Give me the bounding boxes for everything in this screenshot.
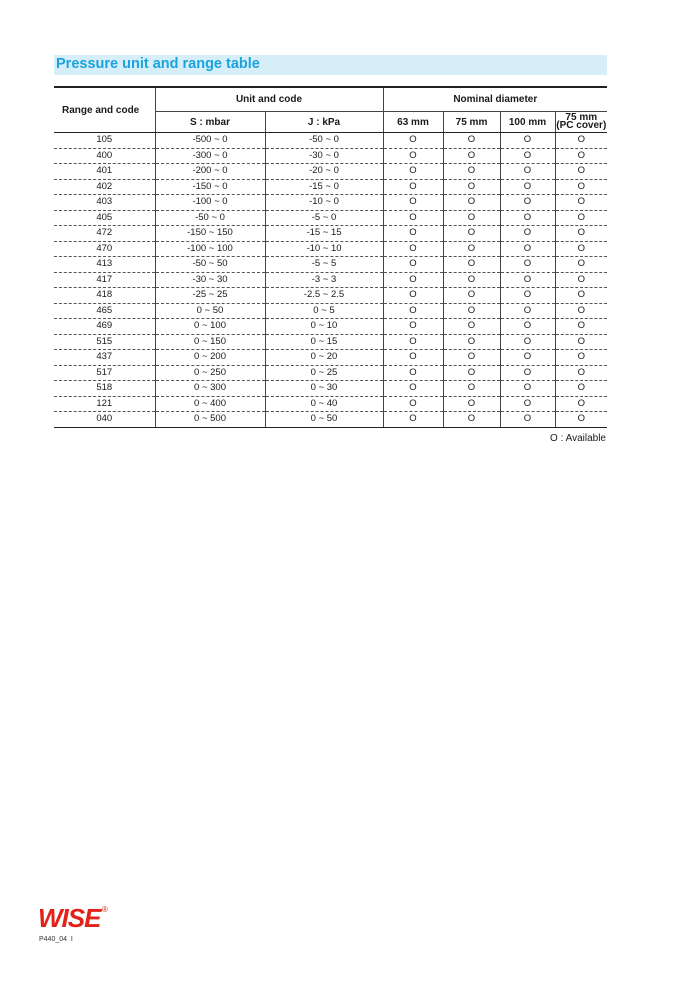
avail-75mm-cell: O	[443, 195, 500, 211]
avail-100mm-cell: O	[500, 257, 555, 273]
avail-63mm-cell: O	[383, 381, 443, 397]
mbar-range-cell: 0 ~ 400	[155, 396, 265, 412]
header-75mm-pc-line1: 75 mm	[565, 111, 598, 123]
mbar-range-cell: -150 ~ 150	[155, 226, 265, 242]
page-code: P440_04	[39, 936, 68, 943]
kpa-range-cell: 0 ~ 25	[265, 365, 383, 381]
kpa-range-cell: -5 ~ 5	[265, 257, 383, 273]
avail-63mm-cell: O	[383, 288, 443, 304]
header-75mm-pc-cover	[555, 112, 607, 133]
mbar-range-cell: -150 ~ 0	[155, 179, 265, 195]
header-unit-code: Unit and code	[155, 87, 383, 112]
avail-63mm-cell: O	[383, 319, 443, 335]
kpa-range-cell: -10 ~ 0	[265, 195, 383, 211]
header-range-code: Range and code	[54, 87, 155, 133]
header-75mm: 75 mm	[443, 112, 500, 133]
pressure-range-table	[54, 86, 607, 428]
table-row	[54, 381, 607, 397]
avail-75mm-pc-cell: O	[555, 257, 607, 273]
table-row	[54, 412, 607, 428]
avail-75mm-cell: O	[443, 303, 500, 319]
kpa-range-cell: -20 ~ 0	[265, 164, 383, 180]
avail-63mm-cell: O	[383, 272, 443, 288]
avail-75mm-pc-cell: O	[555, 148, 607, 164]
table-row	[54, 272, 607, 288]
svg-text:WISE: WISE	[38, 903, 101, 931]
range-code-cell: 465	[54, 303, 155, 319]
kpa-range-cell: -30 ~ 0	[265, 148, 383, 164]
avail-75mm-pc-cell: O	[555, 210, 607, 226]
mbar-range-cell: -100 ~ 100	[155, 241, 265, 257]
avail-63mm-cell: O	[383, 179, 443, 195]
avail-75mm-cell: O	[443, 164, 500, 180]
avail-100mm-cell: O	[500, 412, 555, 428]
header-75mm-pc-line2: (PC cover)	[556, 120, 607, 131]
range-code-cell: 121	[54, 396, 155, 412]
avail-63mm-cell: O	[383, 226, 443, 242]
range-code-cell: 515	[54, 334, 155, 350]
avail-100mm-cell: O	[500, 396, 555, 412]
avail-100mm-cell: O	[500, 288, 555, 304]
kpa-range-cell: -5 ~ 0	[265, 210, 383, 226]
avail-100mm-cell: O	[500, 133, 555, 149]
mbar-range-cell: -50 ~ 50	[155, 257, 265, 273]
table-row	[54, 133, 607, 149]
kpa-range-cell: 0 ~ 30	[265, 381, 383, 397]
table-row	[54, 303, 607, 319]
mbar-range-cell: -25 ~ 25	[155, 288, 265, 304]
kpa-range-cell: 0 ~ 20	[265, 350, 383, 366]
wise-logo	[37, 903, 109, 936]
avail-100mm-cell: O	[500, 148, 555, 164]
mbar-range-cell: -100 ~ 0	[155, 195, 265, 211]
range-code-cell: 469	[54, 319, 155, 335]
avail-100mm-cell: O	[500, 350, 555, 366]
kpa-range-cell: 0 ~ 10	[265, 319, 383, 335]
avail-75mm-pc-cell: O	[555, 288, 607, 304]
avail-100mm-cell: O	[500, 303, 555, 319]
avail-100mm-cell: O	[500, 381, 555, 397]
avail-100mm-cell: O	[500, 365, 555, 381]
range-code-cell: 417	[54, 272, 155, 288]
range-code-cell: 403	[54, 195, 155, 211]
avail-63mm-cell: O	[383, 350, 443, 366]
avail-63mm-cell: O	[383, 133, 443, 149]
mbar-range-cell: -200 ~ 0	[155, 164, 265, 180]
kpa-range-cell: -10 ~ 10	[265, 241, 383, 257]
avail-75mm-pc-cell: O	[555, 396, 607, 412]
avail-75mm-cell: O	[443, 210, 500, 226]
avail-63mm-cell: O	[383, 164, 443, 180]
mbar-range-cell: 0 ~ 300	[155, 381, 265, 397]
avail-75mm-cell: O	[443, 257, 500, 273]
avail-75mm-cell: O	[443, 179, 500, 195]
range-code-cell: 401	[54, 164, 155, 180]
range-code-cell: 472	[54, 226, 155, 242]
header-63mm: 63 mm	[383, 112, 443, 133]
footer-separator: I	[70, 936, 73, 943]
table-row	[54, 226, 607, 242]
avail-100mm-cell: O	[500, 241, 555, 257]
kpa-range-cell: 0 ~ 5	[265, 303, 383, 319]
avail-75mm-cell: O	[443, 241, 500, 257]
kpa-range-cell: -2.5 ~ 2.5	[265, 288, 383, 304]
header-100mm: 100 mm	[500, 112, 555, 133]
mbar-range-cell: 0 ~ 250	[155, 365, 265, 381]
range-code-cell: 405	[54, 210, 155, 226]
avail-100mm-cell: O	[500, 272, 555, 288]
avail-75mm-pc-cell: O	[555, 241, 607, 257]
avail-75mm-cell: O	[443, 226, 500, 242]
mbar-range-cell: 0 ~ 100	[155, 319, 265, 335]
range-code-cell: 105	[54, 133, 155, 149]
kpa-range-cell: -3 ~ 3	[265, 272, 383, 288]
avail-63mm-cell: O	[383, 195, 443, 211]
mbar-range-cell: 0 ~ 50	[155, 303, 265, 319]
avail-63mm-cell: O	[383, 365, 443, 381]
avail-75mm-pc-cell: O	[555, 195, 607, 211]
wise-logo-mark	[37, 903, 109, 931]
avail-75mm-cell: O	[443, 334, 500, 350]
mbar-range-cell: 0 ~ 200	[155, 350, 265, 366]
table-row	[54, 334, 607, 350]
avail-75mm-pc-cell: O	[555, 272, 607, 288]
range-code-cell: 402	[54, 179, 155, 195]
avail-75mm-pc-cell: O	[555, 133, 607, 149]
header-j-kpa: J : kPa	[265, 112, 383, 133]
mbar-range-cell: -500 ~ 0	[155, 133, 265, 149]
table-row	[54, 210, 607, 226]
avail-100mm-cell: O	[500, 195, 555, 211]
avail-75mm-cell: O	[443, 133, 500, 149]
avail-75mm-pc-cell: O	[555, 365, 607, 381]
range-code-cell: 418	[54, 288, 155, 304]
range-code-cell: 413	[54, 257, 155, 273]
avail-63mm-cell: O	[383, 210, 443, 226]
avail-75mm-pc-cell: O	[555, 179, 607, 195]
range-code-cell: 040	[54, 412, 155, 428]
avail-75mm-cell: O	[443, 288, 500, 304]
mbar-range-cell: -30 ~ 30	[155, 272, 265, 288]
avail-75mm-pc-cell: O	[555, 319, 607, 335]
avail-100mm-cell: O	[500, 164, 555, 180]
legend-available: O : Available	[550, 433, 606, 444]
section-title-bar	[54, 55, 607, 75]
table-body	[54, 133, 607, 428]
mbar-range-cell: -50 ~ 0	[155, 210, 265, 226]
header-nominal-diameter: Nominal diameter	[383, 87, 607, 112]
avail-63mm-cell: O	[383, 303, 443, 319]
avail-63mm-cell: O	[383, 148, 443, 164]
avail-75mm-pc-cell: O	[555, 164, 607, 180]
svg-text:®: ®	[102, 905, 108, 914]
avail-75mm-pc-cell: O	[555, 350, 607, 366]
kpa-range-cell: -15 ~ 15	[265, 226, 383, 242]
mbar-range-cell: 0 ~ 150	[155, 334, 265, 350]
kpa-range-cell: 0 ~ 15	[265, 334, 383, 350]
avail-75mm-pc-cell: O	[555, 334, 607, 350]
avail-75mm-pc-cell: O	[555, 381, 607, 397]
range-code-cell: 518	[54, 381, 155, 397]
avail-75mm-pc-cell: O	[555, 303, 607, 319]
avail-75mm-cell: O	[443, 272, 500, 288]
avail-100mm-cell: O	[500, 319, 555, 335]
table-row	[54, 288, 607, 304]
range-code-cell: 517	[54, 365, 155, 381]
table-row	[54, 257, 607, 273]
table-row	[54, 179, 607, 195]
kpa-range-cell: -15 ~ 0	[265, 179, 383, 195]
kpa-range-cell: 0 ~ 40	[265, 396, 383, 412]
table-row	[54, 241, 607, 257]
avail-63mm-cell: O	[383, 412, 443, 428]
mbar-range-cell: 0 ~ 500	[155, 412, 265, 428]
avail-63mm-cell: O	[383, 334, 443, 350]
page-footer	[39, 936, 73, 943]
avail-100mm-cell: O	[500, 210, 555, 226]
avail-63mm-cell: O	[383, 396, 443, 412]
table-row	[54, 148, 607, 164]
table-row	[54, 396, 607, 412]
mbar-range-cell: -300 ~ 0	[155, 148, 265, 164]
avail-75mm-cell: O	[443, 350, 500, 366]
avail-75mm-pc-cell: O	[555, 226, 607, 242]
avail-75mm-cell: O	[443, 396, 500, 412]
avail-75mm-cell: O	[443, 365, 500, 381]
section-title: Pressure unit and range table	[56, 56, 260, 72]
range-code-cell: 437	[54, 350, 155, 366]
avail-100mm-cell: O	[500, 334, 555, 350]
kpa-range-cell: -50 ~ 0	[265, 133, 383, 149]
avail-75mm-cell: O	[443, 319, 500, 335]
table-row	[54, 319, 607, 335]
avail-75mm-pc-cell: O	[555, 412, 607, 428]
avail-75mm-cell: O	[443, 381, 500, 397]
table-row	[54, 365, 607, 381]
table-row	[54, 164, 607, 180]
range-code-cell: 400	[54, 148, 155, 164]
range-code-cell: 470	[54, 241, 155, 257]
avail-100mm-cell: O	[500, 179, 555, 195]
avail-75mm-cell: O	[443, 148, 500, 164]
avail-100mm-cell: O	[500, 226, 555, 242]
table-row	[54, 195, 607, 211]
avail-63mm-cell: O	[383, 241, 443, 257]
avail-63mm-cell: O	[383, 257, 443, 273]
kpa-range-cell: 0 ~ 50	[265, 412, 383, 428]
table-row	[54, 350, 607, 366]
header-s-mbar: S : mbar	[155, 112, 265, 133]
avail-75mm-cell: O	[443, 412, 500, 428]
